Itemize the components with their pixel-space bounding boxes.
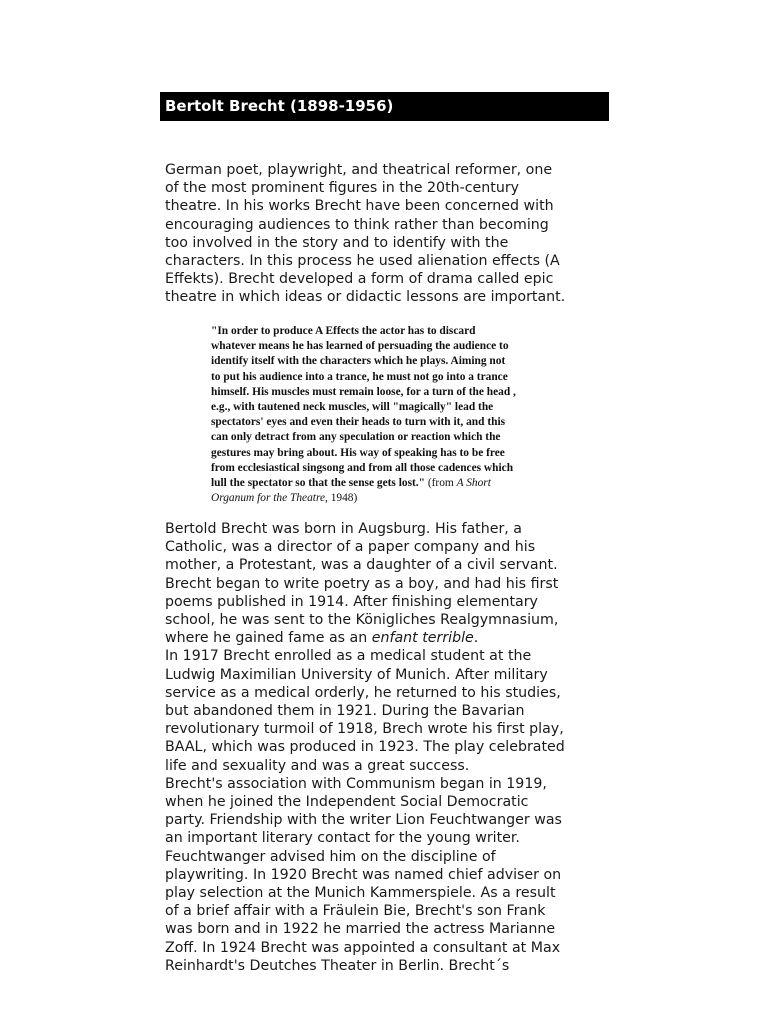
text-line: of a brief affair with a Fräulein Bie, Brecht's son Frank [165,903,546,920]
text-line: Feuchtwanger advised him on the discipline of [165,848,496,865]
quote-line: spectators' eyes and even their heads to turn with it, and this [211,416,506,429]
block-quote [211,324,571,506]
text-line: Bertold Brecht was born in Augsburg. His father, a [165,521,522,537]
quote-line: can only detract from any speculation or reaction which the [211,431,501,444]
quote-last-line [211,476,571,491]
text-line: Zoff. In 1924 Brecht was appointed a consultant at Max [165,939,561,956]
text-line: In 1917 Brecht enrolled as a medical student at the [165,648,532,665]
text-line: Reinhardt's Deutches Theater in Berlin. Brecht´s [165,957,510,974]
text-line: party. Friendship with the writer Lion Feuchtwanger was [165,812,562,829]
text-line: revolutionary turmoil of 1918, Brech wrote his first play, [165,721,564,738]
text-line: BAAL, which was produced in 1923. The play celebrated [165,739,565,756]
text-line: characters. In this process he used alienation effects (A [165,253,560,270]
text-line: life and sexuality and was a great success. [165,757,470,774]
quote-line: e.g., with tautened neck muscles, will "magically" lead the [211,401,494,414]
quote-line: himself. His muscles must remain loose, for a turn of the head , [211,385,516,398]
text-line: encouraging audiences to think rather than becoming [165,216,549,233]
biography-text [165,520,610,975]
quote-source-title: A Short [456,477,491,490]
text-line: too involved in the story and to identify with the [165,234,509,251]
quote-line: identify itself with the characters which he plays. Aiming not [211,355,506,368]
text-segment: where he gained fame as an [165,630,372,647]
page-title: Bertolt Brecht (1898-1956) [160,92,609,121]
text-line: service as a medical orderly, he returned to his studies, [165,684,561,701]
text-line: Brecht's association with Communism began in 1919, [165,775,547,792]
intro-paragraph [165,161,610,307]
text-line: theatre in which ideas or didactic lessons are important. [165,289,566,306]
text-line: of the most prominent figures in the 20th-century [165,180,520,197]
text-line: playwriting. In 1920 Brecht was named chief adviser on [165,866,562,883]
text-line: Ludwig Maximilian University of Munich. After military [165,666,548,683]
quote-line: whatever means he has learned of persuading the audience to [211,340,509,353]
text-line: an important literary contact for the young writer. [165,830,520,847]
text-line: poems published in 1914. After finishing elementary [165,593,538,610]
text-line: play selection at the Munich Kammerspiele. As a result [165,885,556,902]
quote-line: "In order to produce A Effects the actor has to discard [211,325,476,337]
text-line: school, he was sent to the Königliches Realgymnasium, [165,612,559,629]
quote-source-prefix: (from [424,477,457,490]
quote-line: from ecclesiastical singsong and from all those cadences which [211,461,514,474]
text-line: Effekts). Brecht developed a form of drama called epic [165,271,554,288]
quote-source-title: Organum for the Theatre [211,492,326,505]
text-line: Brecht began to write poetry as a boy, and had his first [165,575,559,592]
quote-source-line [211,491,571,506]
text-line: German poet, playwright, and theatrical reformer, one [165,162,553,178]
text-line: Catholic, was a director of a paper company and his [165,539,536,556]
text-line: was born and in 1922 he married the actress Marianne [165,921,556,938]
text-line: theatre. In his works Brecht have been concerned with [165,198,554,215]
text-line: but abandoned them in 1921. During the Bavarian [165,703,525,720]
text-line: when he joined the Independent Social Democratic [165,794,529,811]
quote-line: to put his audience into a trance, he must not go into a trance [211,370,508,383]
text-line: mother, a Protestant, was a daughter of a civil servant. [165,557,558,574]
quote-source-year: , 1948) [325,492,358,505]
quote-line: lull the spectator so that the sense gets lost." [211,477,425,490]
quote-line: gestures may bring about. His way of speaking has to be free [211,446,505,459]
text-segment: . [473,630,479,647]
italic-term: enfant terrible [371,630,474,647]
text-line [165,629,610,647]
